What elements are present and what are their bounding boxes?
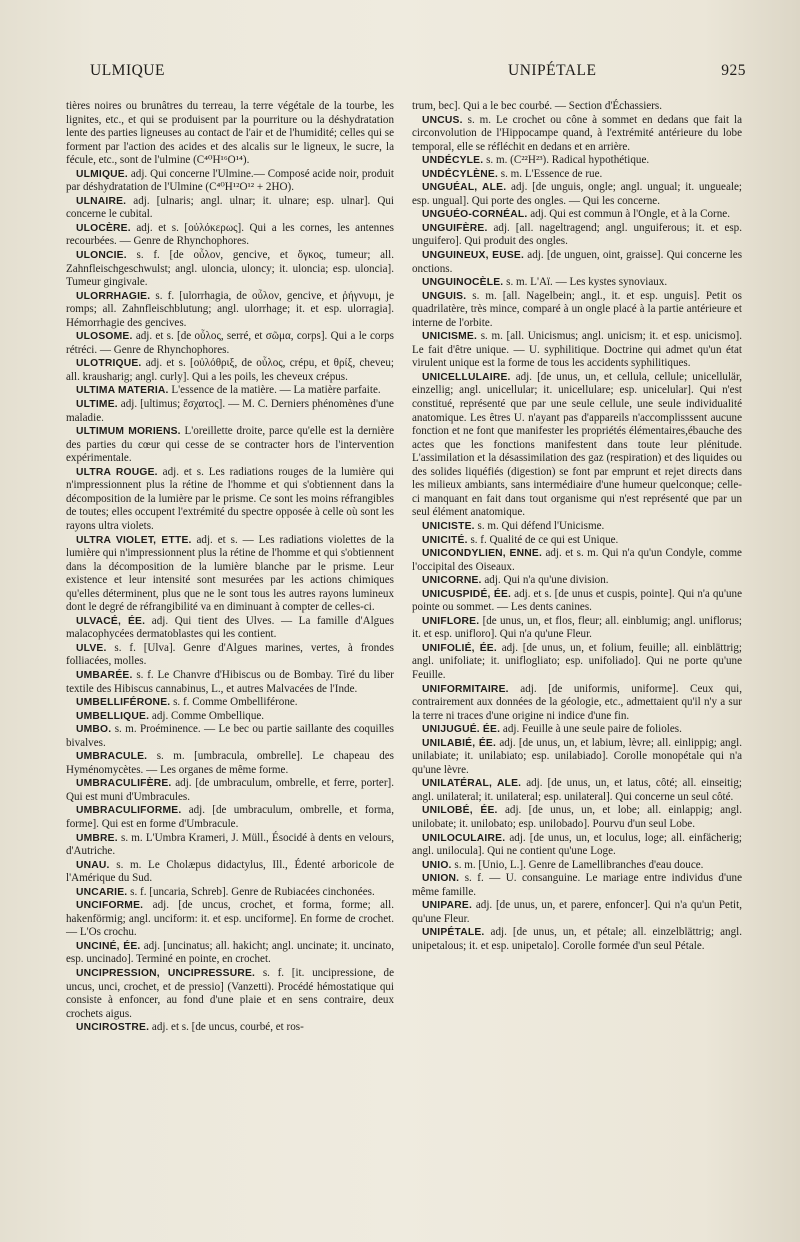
entry-headword: UMBRACULIFÈRE. (76, 778, 172, 790)
dictionary-entry (412, 114, 742, 155)
entry-definition: adj. et s. [οὐλόκερως]. Qui a les cornes, les antennes recourbées. — Genre de Rhynchophores. (66, 221, 394, 248)
header-first-word: ULMIQUE (90, 62, 165, 79)
dictionary-entry (66, 384, 394, 398)
dictionary-entry (412, 547, 742, 574)
dictionary-entry (66, 777, 394, 804)
entry-definition: adj. [ulnaris; angl. ulnar; it. ulnare; esp. ulnar]. Qui concerne le cubital. (66, 194, 394, 221)
entry-definition: adj. [de umbraculum, ombrelle, et ferre, porter]. Qui est muni d'Umbracules. (66, 777, 394, 803)
dictionary-entry (66, 195, 394, 222)
entry-headword: UNIJUGUÉ. ÉE. (422, 724, 501, 736)
dictionary-entry (412, 899, 742, 926)
entry-headword: ULORRHAGIE. (76, 290, 151, 302)
header-last-word: UNIPÉTALE (508, 62, 597, 79)
dictionary-entry (412, 777, 742, 804)
entry-definition: s. m. L'Aï. — Les kystes synoviaux. (506, 276, 668, 289)
dictionary-entry (66, 940, 394, 967)
entry-headword: UNICISTE. (422, 520, 475, 532)
entry-definition: adj. [ultimus; ἔσχατος]. — M. C. Derniers phénomènes d'une maladie. (66, 398, 394, 424)
entry-headword: UNICONDYLIEN, ENNE. (422, 548, 543, 560)
dictionary-entry (412, 330, 742, 371)
entry-definition: adj. Qui n'a qu'une division. (484, 574, 609, 587)
dictionary-entry (412, 222, 742, 249)
entry-headword: ULVACÉ, ÉE. (76, 615, 146, 627)
dictionary-entry (412, 574, 742, 588)
entry-definition: s. m. (C²²H²³). Radical hypothétique. (486, 154, 650, 167)
entry-definition: s. m. Proéminence. — Le bec ou partie saillante des coquilles bivalves. (66, 723, 394, 749)
dictionary-entry (66, 466, 394, 534)
entry-headword: UNCIFORME. (76, 900, 144, 912)
dictionary-entry (66, 398, 394, 425)
dictionary-entry (412, 520, 742, 534)
running-header (90, 62, 746, 84)
entry-headword: UNICELLULAIRE. (422, 371, 511, 383)
entry-definition: s. f. — U. consanguine. Le mariage entre individus d'une même famille. (412, 872, 742, 898)
entry-definition: L'essence de la matière. — La matière parfaite. (171, 384, 381, 397)
entry-headword: UNILABIÉ, ÉE. (422, 737, 497, 749)
entry-headword: UNDÉCYLE. (422, 155, 484, 167)
entry-definition: s. f. [it. uncipressione, de uncus, unci, crochet, et de pressio] (Vanzetti). Procédé hémostatique qui consiste à enfoncer, au fond d'une plaie et en sens contraire, deux crochets aigus. (66, 967, 395, 1020)
dictionary-entry (412, 168, 742, 182)
entry-definition: s. m. [all. Unicismus; angl. unicism; it. et esp. unicismo]. Le fait d'être unique. — U. syphilitique. Doctrine qui admet qu'un état virulent unique est la forme de tous les accidents syphilitiques. (412, 330, 742, 370)
entry-definition: adj. Comme Ombellique. (151, 709, 265, 722)
entry-definition: s. m. L'Essence de rue. (500, 167, 603, 180)
entry-headword: UMBELLIQUE. (76, 710, 150, 722)
entry-headword: UMBARÉE. (76, 669, 133, 681)
dictionary-entry (412, 832, 742, 859)
entry-definition: adj. [de unguen, oint, graisse]. Qui concerne les onctions. (412, 249, 743, 275)
entry-definition: [de unus, un, et flos, fleur; all. einblumig; angl. uniflorus; it. et esp. unifloro]. Qui n'a qu'une Fleur. (412, 614, 742, 641)
entry-definition: s. m. [Unio, L.]. Genre de Lamellibranches d'eau douce. (454, 858, 704, 871)
dictionary-entry (66, 804, 394, 831)
entry-definition: adj. [de unus, un, et latus, côté; all. einseitig; angl. unilateral; it. unilateral; esp. unilateral]. Qui concerne un seul côté. (412, 777, 742, 803)
dictionary-entry (412, 290, 742, 331)
entry-definition: s. m. Le crochet ou cône à sommet en dedans que fait la circonvolution de l'Hippocampe quand, à l'extrémité antérieure du lobe temporal, elle se réfléchit en dedans et en arrière. (412, 113, 742, 153)
entry-definition: adj. et s. [οὐλόθριξ, de οὖλος, crépu, et θρίξ, cheveu; all. krausharig; angl. curly]. Qui a les poils, les cheveux crépus. (66, 357, 394, 383)
dictionary-entry (66, 290, 394, 331)
entry-headword: UNGUINOCÈLE. (422, 277, 504, 289)
dictionary-entry (66, 750, 394, 777)
entry-definition: s. m. L'Umbra Krameri, J. Müll., Ésocidé à dents en velours, d'Autriche. (66, 831, 394, 858)
dictionary-entry (66, 899, 394, 940)
dictionary-entry (412, 276, 742, 290)
entry-definition: adj. [uncinatus; all. hakicht; angl. uncinate; it. uncinato, esp. uncinado]. Terminé en pointe, en crochet. (66, 939, 394, 966)
dictionary-entry (412, 615, 742, 642)
dictionary-entry (66, 859, 394, 886)
entry-definition: adj. et s. [de οὖλος, serré, et σῶμα, corps]. Qui a le corps rétréci. — Genre de Rhynchophores. (66, 330, 395, 356)
entry-definition: adj. [de unus, un, et pétale; all. einzelblättrig; angl. unipetalous; it. et esp. unipetalo]. Corolle formée d'un seul Pétale. (412, 926, 742, 952)
entry-definition: adj. [de unguis, ongle; angl. ungual; it. ungueale; esp. ungual]. Qui porte des ongles. — Qui les concerne. (412, 181, 742, 207)
dictionary-entry (66, 723, 394, 750)
dictionary-entry (66, 357, 394, 384)
entry-headword: UMBRACULE. (76, 751, 148, 763)
entry-definition: adj. [de unus, un, et folium, feuille; all. einblättrig; angl. unifoliate; it. uniflogliato; esp. unifoliado]. Qui ne porte qu'une Feuille. (412, 641, 742, 681)
entry-definition: adj. et s. [de unus et cuspis, pointe]. Qui n'a qu'une pointe ou sommet. — Les dents canines. (412, 587, 742, 614)
dictionary-entry (412, 872, 742, 899)
entry-headword: UMBRACULIFORME. (76, 805, 182, 817)
entry-headword: UNICISME. (422, 331, 478, 343)
entry-headword: UNCARIE. (76, 886, 128, 898)
entry-headword: ULONCIE. (76, 250, 127, 262)
dictionary-entry (66, 330, 394, 357)
entry-headword: UNGUIS. (422, 290, 467, 302)
entry-headword: UNION. (422, 873, 460, 885)
entry-headword: ULTIMUM MORIENS. (76, 426, 181, 438)
entry-headword: UNIPARE. (422, 900, 473, 912)
entry-definition: s. m. Le Cholæpus didactylus, Ill., Édenté arboricole de l'Amérique du Sud. (66, 858, 394, 885)
entry-headword: UNIFLORE. (422, 615, 480, 627)
dictionary-entry (412, 371, 742, 520)
dictionary-entry (412, 100, 742, 114)
dictionary-entry (412, 588, 742, 615)
entry-definition: adj. [de unus, un, et lobe; all. einlappig; angl. unilobate; it. unilobato; esp. unilobado]. Pourvu d'un seul Lobe. (412, 804, 742, 830)
dictionary-entry (66, 168, 394, 195)
entry-headword: ULOTRIQUE. (76, 358, 142, 370)
entry-headword: UNIFOLIÉ, ÉE. (422, 642, 497, 654)
dictionary-entry (66, 425, 394, 466)
dictionary-entry (412, 181, 742, 208)
entry-headword: UNIFORMITAIRE. (422, 683, 509, 695)
entry-definition: s. f. Le Chanvre d'Hibiscus ou de Bombay. Tiré du liber textile des Hibiscus cannabinus, L., et autres Malvacées de l'Inde. (66, 668, 394, 695)
entry-headword: UNILOBÉ, ÉE. (422, 805, 498, 817)
entry-definition: adj. [de unus, un, et labium, lèvre; all. einlippig; angl. unilabiate; it. unilabiato; esp. unilabiado]. Corolle monopétale qui n'a qu'une lèvre. (412, 736, 742, 776)
entry-definition: s. f. Qualité de ce qui est Unique. (470, 533, 619, 546)
right-column (412, 100, 742, 953)
entry-headword: ULOCÈRE. (76, 222, 131, 234)
dictionary-entry (66, 249, 394, 290)
entry-headword: UNICUSPIDÉ, ÉE. (422, 588, 512, 600)
entry-headword: UNCUS. (422, 114, 463, 126)
dictionary-entry (66, 222, 394, 249)
entry-definition: tières noires ou brunâtres du terreau, la terre végétale de la tourbe, les lignites, etc., et qui se produisent par la pourriture ou la déshydratation lente des parties ligneuses au contact de l'air et de l'humidité; celles qui se forment par l'action des acides et des alcalis sur le ligneux, le sucre, la fécule, etc., sont de l'ulmine (C⁴⁰H¹⁶O¹⁴). (66, 100, 394, 167)
page-number: 925 (721, 62, 746, 79)
entry-definition: s. m. [umbracula, ombrelle]. Le chapeau des Hyménomycètes. — Les organes de même forme. (66, 750, 394, 776)
entry-definition: adj. [de uniformis, uniforme]. Ceux qui, contrairement aux données de la géologie, etc., admettaient qu'il n'y a sur la terre ni traces d'une origine ni indice d'une fin. (412, 682, 742, 722)
entry-definition: s. f. Comme Ombelliférone. (173, 696, 298, 709)
entry-headword: UNIPÉTALE. (422, 927, 485, 939)
dictionary-entry (412, 642, 742, 683)
entry-headword: UNDÉCYLÈNE. (422, 168, 499, 180)
entry-definition: s. f. [Ulva]. Genre d'Algues marines, vertes, à frondes folliacées, molles. (66, 641, 394, 668)
dictionary-entry (66, 696, 394, 710)
dictionary-entry (412, 859, 742, 873)
dictionary-entry (412, 208, 742, 222)
dictionary-entry (66, 669, 394, 696)
entry-headword: UNGUINEUX, EUSE. (422, 250, 525, 262)
dictionary-entry (66, 615, 394, 642)
dictionary-entry (412, 804, 742, 831)
entry-headword: ULNAIRE. (76, 195, 127, 207)
entry-headword: UNIO. (422, 859, 452, 871)
dictionary-entry (66, 100, 394, 168)
dictionary-entry (412, 723, 742, 737)
entry-definition: adj. [de umbraculum, ombrelle, et forma, forme]. Qui est en forme d'Umbracule. (66, 804, 394, 830)
dictionary-entry (412, 737, 742, 778)
entry-headword: ULTRA VIOLET, ETTE. (76, 534, 192, 546)
dictionary-entry (66, 642, 394, 669)
entry-definition: s. f. [uncaria, Schreb]. Genre de Rubiacées cinchonées. (130, 885, 375, 898)
dictionary-entry (412, 249, 742, 276)
dictionary-entry (412, 926, 742, 953)
entry-definition: adj. Qui concerne l'Ulmine.— Composé acide noir, produit par déshydratation de l'Ulmine (C⁴⁰H¹²O¹² + 2HO). (66, 167, 394, 194)
entry-headword: UNGUÉAL, ALE. (422, 182, 507, 194)
entry-definition: adj. [de unus, un, et cellula, cellule; unicellulär, einzellig; angl. unicellular; it. unicellulare; esp. unicelular]. Qui n'est constitué, représenté que par une seule cellule, une seule individualité anatomique. Les êtres U. n'ayant pas d'appareils n'accomplisssent aucune fonction et ne font que manifester les propriétés élémentaires,ébauche des actes que les fonctions manifestent dans toute leur plénitude. L'assimilation et la désassimilation des gaz (respiration) et des liquides ou des solides liquéfiés (digestion) se font par emprunt et rejet directs dans les milieux ambiants, sans intermédiaire d'une humeur quelconque; celle-ci manquant en fait dans tout organisme qui n'est représenté que par un seul élément anatomique. (412, 370, 742, 519)
entry-headword: UNILOCULAIRE. (422, 832, 506, 844)
dictionary-entry (66, 886, 394, 900)
dictionary-entry (66, 710, 394, 724)
dictionary-entry (66, 832, 394, 859)
dictionary-entry (412, 683, 742, 724)
entry-headword: ULMIQUE. (76, 168, 128, 180)
entry-headword: UNGUÉO-CORNÉAL. (422, 209, 528, 221)
dictionary-entry (412, 154, 742, 168)
entry-definition: adj. et s. [de uncus, courbé, et ros- (151, 1021, 304, 1034)
entry-headword: ULOSOME. (76, 331, 133, 343)
entry-headword: UNCIPRESSION, UNCIPRESSURE. (76, 968, 256, 979)
entry-definition: adj. Qui tient des Ulves. — La famille d'Algues malacophycées dermatoblastes qui les contient. (66, 614, 394, 641)
entry-definition: trum, bec]. Qui a le bec courbé. — Section d'Échassiers. (412, 100, 662, 112)
entry-definition: adj. et s. — Les radiations violettes de la lumière qui n'impressionnent plus la rétine de l'homme et qui s'obtiennent dans la décomposition de la lumière blanche par le prisme. Leur existence et leur intensité sont mesurées par les actions chimiques qu'elles déterminent, plus que ne le sont tous les autres rayons lumineux dont le degré de réfrangibilité va en diminuant à compter de celles-ci. (66, 533, 394, 614)
entry-definition: s. f. [ulorrhagia, de οὖλον, gencive, et ῥήγνυμι, je romps; all. Zahnfleischblutung; angl. ulorrhage; it. et esp. ulorragia]. Hémorrhagie des gencives. (66, 289, 395, 329)
dictionary-entry (66, 967, 394, 1021)
entry-headword: UNCIROSTRE. (76, 1022, 150, 1034)
entry-headword: UNGUIFÈRE. (422, 222, 488, 234)
entry-headword: UNICORNE. (422, 575, 482, 587)
entry-headword: ULTIMA MATERIA. (76, 385, 169, 397)
entry-headword: ULTIME. (76, 399, 118, 411)
entry-headword: UMBELLIFÉRONE. (76, 697, 171, 709)
entry-definition: s. f. [de οὖλον, gencive, et ὄγκος, tumeur; all. Zahnfleischgeschwulst; angl. uloncia, uloncy; it. uloncia; esp. uloncia]. Tumeur gingivale. (66, 249, 394, 289)
entry-definition: adj. et s. Les radiations rouges de la lumière qui n'impressionnent plus la rétine de l'homme et qui s'obtiennent dans la décomposition de la lumière par le prisme. Ce sont les moins réfrangibles de toutes; elles occupent l'extrémité du spectre opposée à celle où sont les rayons ultra violets. (66, 465, 395, 532)
entry-headword: UMBO. (76, 724, 112, 736)
entry-headword: UNILATÉRAL, ALE. (422, 778, 522, 790)
entry-headword: UMBRE. (76, 832, 118, 844)
entry-definition: adj. [de uncus, crochet, et forma, forme; all. hakenförmig; angl. unciform: it. et esp. unciforme]. En forme de crochet. — L'Os crochu. (66, 899, 394, 939)
dictionary-entry (66, 534, 394, 615)
entry-definition: s. m. Qui défend l'Unicisme. (477, 519, 605, 532)
entry-definition: L'oreillette droite, parce qu'elle est la dernière des parties du cœur qui cesse de se contracter hors de l'intervention expérimentale. (66, 425, 394, 465)
entry-headword: UNAU. (76, 859, 110, 871)
entry-headword: ULTRA ROUGE. (76, 466, 158, 478)
entry-definition: adj. Qui est commun à l'Ongle, et à la Corne. (530, 208, 730, 221)
entry-definition: s. m. [all. Nagelbein; angl., it. et esp. unguis]. Petit os quadrilatère, très mince, comparé à un ongle placé à la partie antérieure et interne de l'orbite. (412, 289, 742, 329)
entry-headword: ULVE. (76, 642, 107, 654)
dictionary-entry (66, 1021, 394, 1035)
entry-definition: adj. [de unus, un, et loculus, loge; all. einfächerig; angl. unilocula]. Qui ne contient qu'une Loge. (412, 831, 742, 858)
entry-definition: adj. Feuille à une seule paire de folioles. (502, 723, 682, 736)
entry-definition: adj. [de unus, un, et parere, enfoncer]. Qui n'a qu'un Petit, qu'une Fleur. (412, 899, 742, 925)
entry-definition: adj. [all. nageltragend; angl. unguiferous; it. et esp. unguifero]. Qui produit des ongles. (412, 221, 743, 248)
dictionary-entry (412, 534, 742, 548)
entry-headword: UNICITÉ. (422, 534, 468, 546)
entry-headword: UNCINÉ, ÉE. (76, 940, 141, 952)
left-column (66, 100, 394, 1035)
entry-definition: adj. et s. m. Qui n'a qu'un Condyle, comme l'occipital des Oiseaux. (412, 547, 742, 573)
